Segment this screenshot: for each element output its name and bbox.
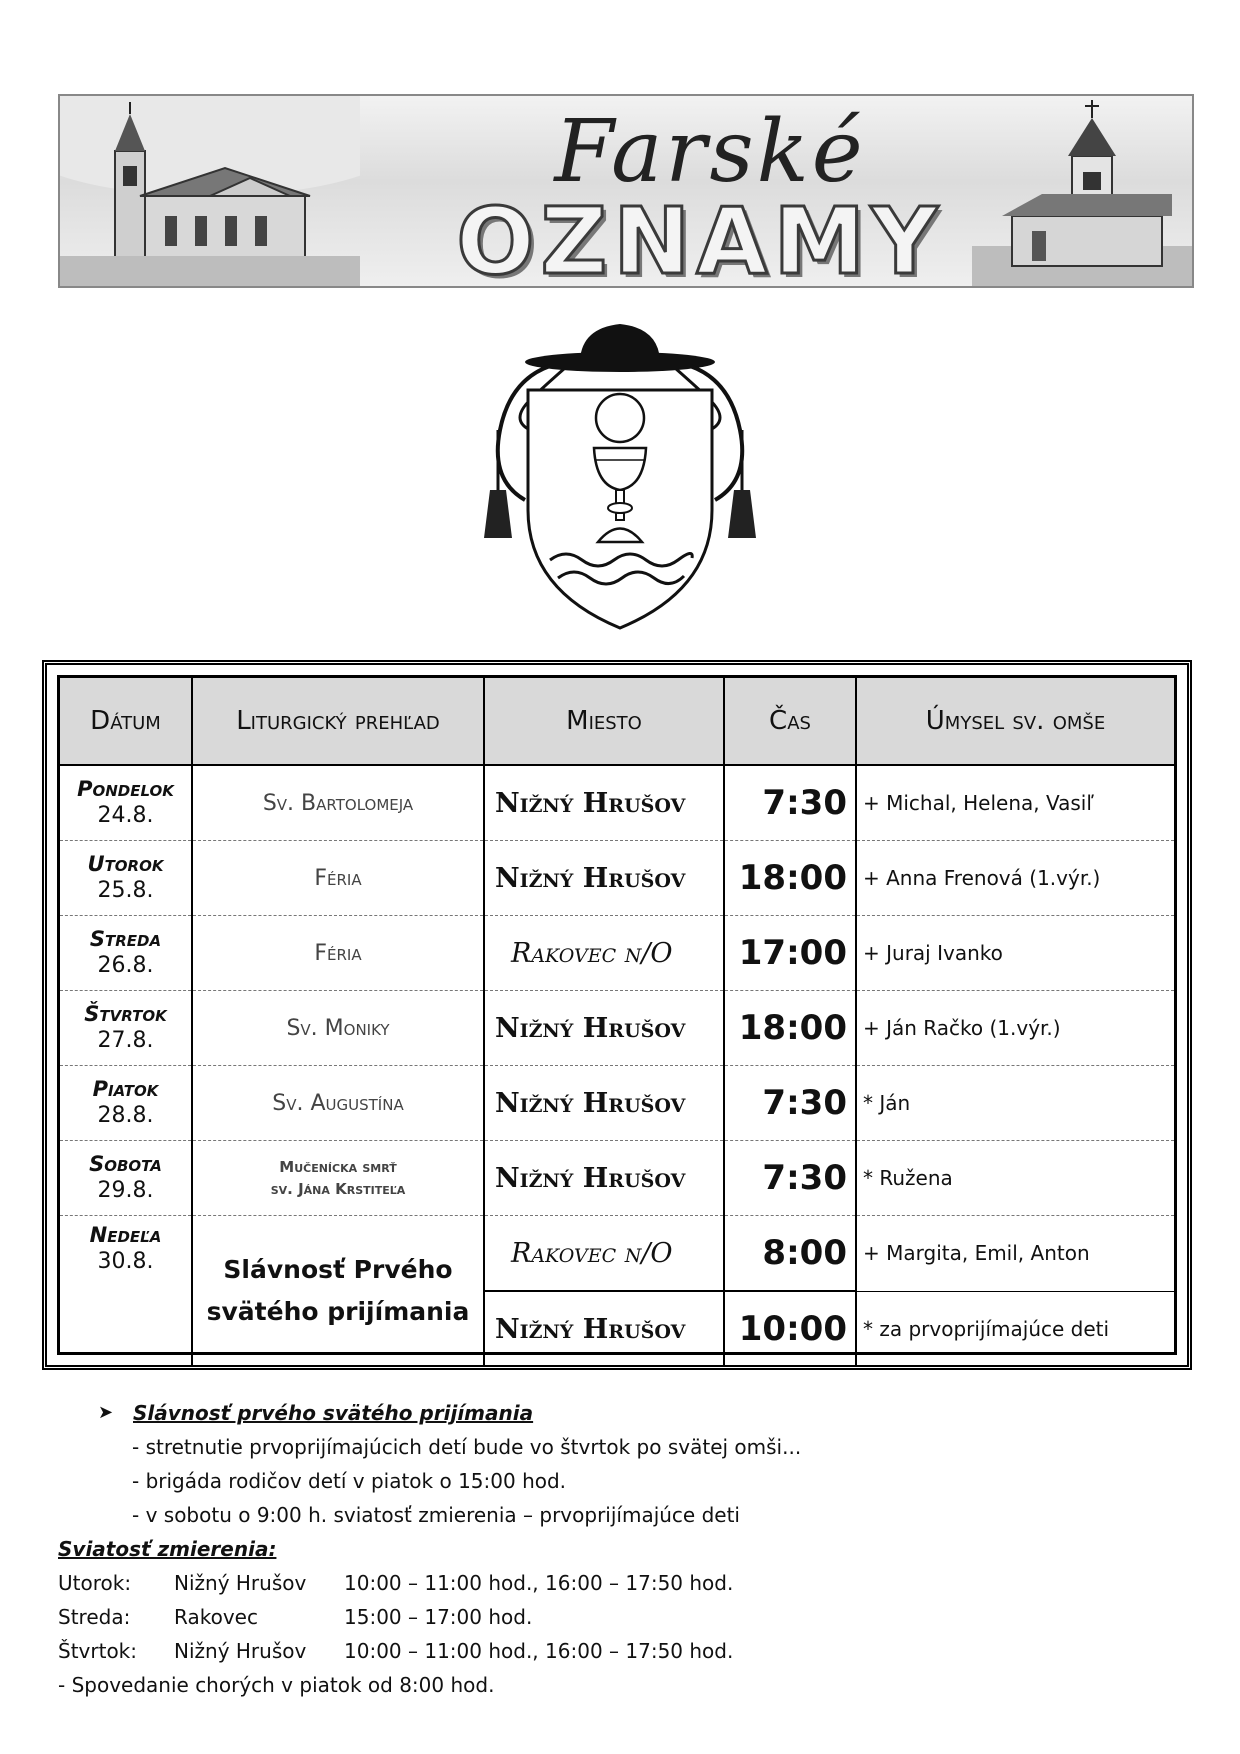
- sick-confession-note: - Spovedanie chorých v piatok od 8:00 hod.: [58, 1673, 495, 1697]
- arrow-bullet-icon: ➤: [98, 1402, 114, 1423]
- header-intention: Úmysel sv. omše: [856, 678, 1174, 765]
- intention-cell: + Juraj Ivanko: [856, 916, 1174, 991]
- table-header-row: [60, 678, 1174, 765]
- announcements-section: [58, 1396, 1198, 1702]
- header-time: Čas: [724, 678, 856, 765]
- note-item: - stretnutie prvoprijímajúcich detí bude vo štvrtok po svätej omši...: [132, 1435, 802, 1459]
- liturgy-cell: Féria: [192, 916, 484, 991]
- note-item: - brigáda rodičov detí v piatok o 15:00 hod.: [132, 1469, 567, 1493]
- intention-cell: * Ján: [856, 1066, 1174, 1141]
- place-cell: Nižný Hrušov: [484, 1066, 724, 1141]
- table-row: [60, 841, 1174, 916]
- date-cell: Sobota 29.8.: [60, 1141, 192, 1216]
- table-row: [60, 1141, 1174, 1216]
- first-communion-heading: Slávnosť prvého svätého prijímania: [133, 1401, 534, 1425]
- intention-cell: * Ružena: [856, 1141, 1174, 1216]
- place-cell: Rakovec n/O: [484, 916, 724, 991]
- place-cell: Rakovec n/O: [484, 1216, 724, 1292]
- header-date: Dátum: [60, 678, 192, 765]
- header-liturgy: Liturgický prehľad: [192, 678, 484, 765]
- coat-of-arms-emblem: [470, 310, 770, 640]
- date-cell: Streda 26.8.: [60, 916, 192, 991]
- intention-cell: + Ján Račko (1.výr.): [856, 991, 1174, 1066]
- note-item: - v sobotu o 9:00 h. sviatosť zmierenia – prvoprijímajúce deti: [132, 1503, 740, 1527]
- banner-main-title: OZNAMY: [456, 188, 944, 288]
- place-cell: Nižný Hrušov: [484, 1291, 724, 1366]
- date-cell: Nedeľa 30.8.: [60, 1216, 192, 1367]
- church-left-illustration: [60, 96, 360, 288]
- date-cell: Štvrtok 27.8.: [60, 991, 192, 1066]
- place-cell: Nižný Hrušov: [484, 841, 724, 916]
- header-banner: [58, 94, 1194, 288]
- liturgy-cell: Sv. Augustína: [192, 1066, 484, 1141]
- table-row: [60, 1216, 1174, 1292]
- confession-heading: Sviatosť zmierenia:: [58, 1537, 277, 1561]
- banner-script-title: Farské: [554, 102, 866, 202]
- intention-cell: + Margita, Emil, Anton: [856, 1216, 1174, 1292]
- date-cell: Utorok 25.8.: [60, 841, 192, 916]
- mass-schedule-table: [60, 678, 1174, 1366]
- confession-row: Štvrtok: Nižný Hrušov 10:00 – 11:00 hod., 16:00 – 17:50 hod.: [58, 1639, 734, 1663]
- liturgy-cell: Slávnosť Prvého svätého prijímania: [192, 1216, 484, 1367]
- table-row: [60, 991, 1174, 1066]
- time-cell: 17:00: [724, 916, 856, 991]
- header-place: Miesto: [484, 678, 724, 765]
- liturgy-cell: Sv. Bartolomeja: [192, 765, 484, 841]
- time-cell: 10:00: [724, 1291, 856, 1366]
- time-cell: 18:00: [724, 991, 856, 1066]
- liturgy-cell: Mučenícka smrť sv. Jána Krstiteľa: [192, 1141, 484, 1216]
- intention-cell: * za prvoprijímajúce deti: [863, 1316, 1110, 1341]
- date-cell: Pondelok 24.8.: [60, 765, 192, 841]
- time-cell: 7:30: [724, 1141, 856, 1216]
- place-cell: Nižný Hrušov: [484, 765, 724, 841]
- table-row: [60, 1066, 1174, 1141]
- confession-row: Utorok: Nižný Hrušov 10:00 – 11:00 hod., 16:00 – 17:50 hod.: [58, 1571, 734, 1595]
- time-cell: 7:30: [724, 1066, 856, 1141]
- date-cell: Piatok 28.8.: [60, 1066, 192, 1141]
- confession-row: Streda: Rakovec 15:00 – 17:00 hod.: [58, 1605, 533, 1629]
- table-row: [60, 765, 1174, 841]
- church-right-illustration: [972, 96, 1192, 288]
- mass-schedule-frame: [42, 660, 1192, 1370]
- intention-cell: + Michal, Helena, Vasiľ: [856, 765, 1174, 841]
- time-cell: 8:00: [724, 1216, 856, 1292]
- liturgy-cell: Féria: [192, 841, 484, 916]
- time-cell: 18:00: [724, 841, 856, 916]
- liturgy-cell: Sv. Moniky: [192, 991, 484, 1066]
- place-cell: Nižný Hrušov: [484, 1141, 724, 1216]
- intention-cell: + Anna Frenová (1.výr.): [856, 841, 1174, 916]
- place-cell: Nižný Hrušov: [484, 991, 724, 1066]
- time-cell: 7:30: [724, 765, 856, 841]
- table-row: [60, 916, 1174, 991]
- first-communion-heading-line: [58, 1396, 1198, 1430]
